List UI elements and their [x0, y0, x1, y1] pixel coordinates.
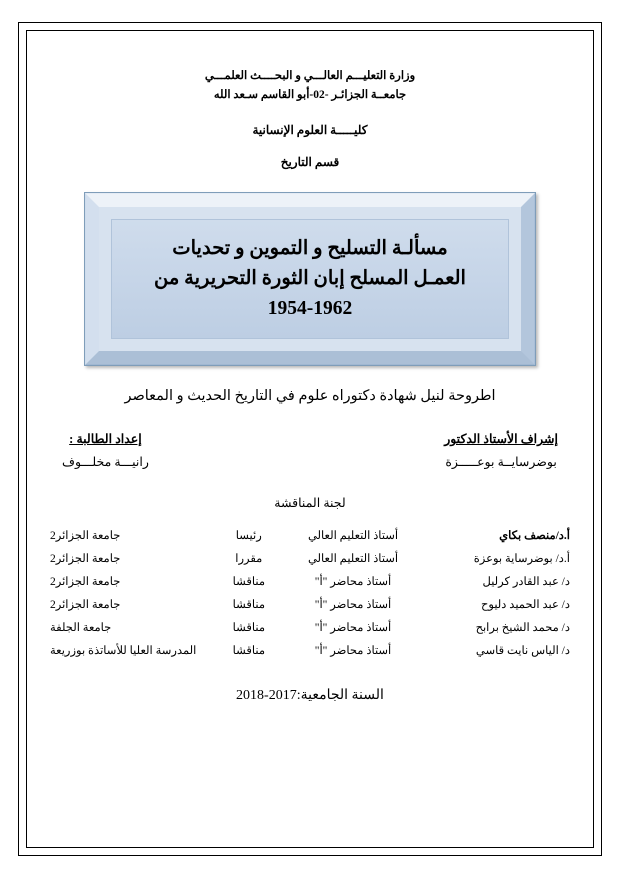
faculty-line: كليـــــة العلوم الإنسانية: [252, 122, 368, 137]
jury-name: د/ عبد القادر كرليل: [482, 575, 570, 588]
jury-role: رئيسا: [235, 529, 262, 542]
table-row: [40, 615, 580, 638]
page-content: [40, 52, 580, 834]
jury-role: مناقشا: [232, 621, 265, 634]
jury-rank: أستاذ محاضر "أ": [314, 598, 392, 611]
jury-table: [40, 523, 580, 661]
jury-name: د/ الياس نايت قاسي: [475, 644, 570, 657]
thesis-subtitle: اطروحة لنيل شهادة دكتوراه علوم في التاريخ الحديث و المعاصر: [124, 388, 496, 405]
thesis-title-line-1: مسألـة التسليح و التموين و تحديات: [172, 237, 448, 259]
jury-university: جامعة الجزائر2: [50, 529, 121, 542]
table-row: [40, 592, 580, 615]
thesis-title: [122, 234, 498, 325]
jury-name: أ.د/منصف بكاي: [499, 529, 570, 542]
jury-name: د/ محمد الشيخ برابح: [475, 621, 570, 634]
jury-rank: أستاذ التعليم العالي: [307, 552, 399, 565]
jury-title: لجنة المناقشة: [274, 496, 346, 511]
jury-rank: أستاذ التعليم العالي: [307, 529, 399, 542]
jury-role: مناقشا: [232, 598, 265, 611]
table-row: [40, 546, 580, 569]
supervisor-name: بوضرسايــة بوعـــــزة: [445, 454, 557, 469]
jury-university: جامعة الجزائر2: [50, 598, 121, 611]
jury-name: د/ عبد الحميد دليوح: [480, 598, 570, 611]
supervisor-label: إشراف الأستاذ الدكتور: [444, 432, 558, 447]
roles-row: [40, 428, 580, 473]
jury-university: المدرسة العليا للأساتذة بوزريعة: [50, 644, 197, 657]
table-row: [40, 523, 580, 546]
jury-role: مناقشا: [232, 644, 265, 657]
thesis-title-line-3: 1954-1962: [267, 298, 353, 320]
university-line: جامعــة الجزائـر -02-أبو القاسم سـعد الله: [213, 88, 407, 101]
jury-role: مقررا: [235, 552, 263, 565]
jury-rank: أستاذ محاضر "أ": [314, 621, 392, 634]
jury-rank: أستاذ محاضر "أ": [314, 644, 392, 657]
ministry-line-1: وزارة التعليـــم العالـــي و البحــــث العلمـــي: [204, 70, 416, 82]
jury-table-body: [40, 523, 580, 661]
table-row: [40, 569, 580, 592]
jury-rank: أستاذ محاضر "أ": [314, 575, 392, 588]
supervisor-block: [444, 428, 558, 473]
jury-role: مناقشا: [232, 575, 265, 588]
jury-university: جامعة الجزائر2: [50, 575, 121, 588]
student-name: رانيـــة مخلـــوف: [62, 454, 149, 469]
department-line: قسم التاريخ: [280, 154, 340, 169]
jury-university: جامعة الجزائر2: [50, 552, 121, 565]
thesis-title-box: [84, 192, 536, 367]
academic-year: السنة الجامعية:2017-2018: [236, 688, 384, 704]
student-block: [62, 428, 149, 473]
table-row: [40, 638, 580, 661]
thesis-title-line-2: العمـل المسلح إبان الثورة التحريرية من: [154, 267, 466, 289]
jury-university: جامعة الجلفة: [50, 621, 112, 634]
student-label: إعداد الطالبة :: [69, 432, 142, 447]
jury-name: أ.د/ بوضرساية بوعزة: [473, 552, 570, 565]
